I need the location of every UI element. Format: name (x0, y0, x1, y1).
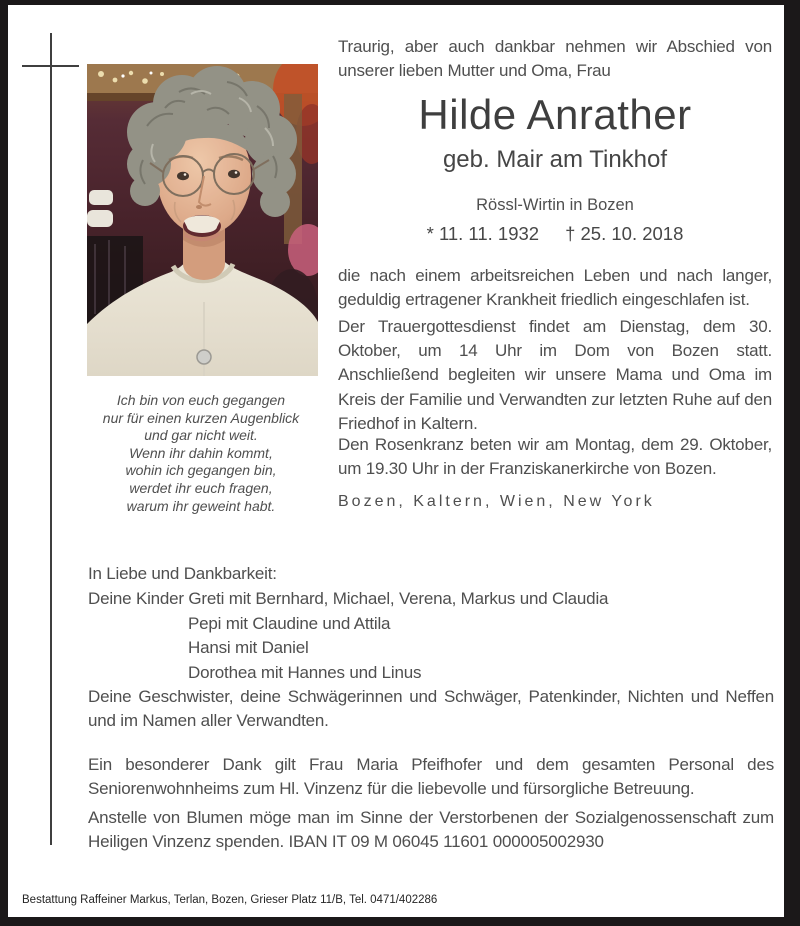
life-dates (338, 222, 772, 245)
children-list: Deine Kinder Greti mit Bernhard, Michael, Verena, Markus und Claudia Pepi mit Claudine und Attila Hansi mit Daniel Dorothea mit Hannes und Linus (88, 589, 609, 682)
maiden-name: geb. Mair am Tinkhof (442, 146, 668, 173)
death-date: † 25. 10. 2018 (565, 223, 684, 244)
passing-paragraph: die nach einem arbeitsreichen Leben und nach langer, geduldig ertragener Krankheit friedlich eingeschlafen ist. (338, 266, 772, 310)
mourning-cities: Bozen, Kaltern, Wien, New York (338, 493, 655, 510)
funeral-home-footer: Bestattung Raffeiner Markus, Terlan, Bozen, Grieser Platz 11/B, Tel. 0471/402286 (22, 894, 438, 906)
cross-icon-bar (22, 65, 79, 67)
deceased-name: Hilde Anrather (418, 91, 692, 138)
thanks-paragraph: Ein besonderer Dank gilt Frau Maria Pfeifhofer und dem gesamten Personal des Seniorenwohnheims zum Hl. Vinzenz für die liebevolle und fürsorgliche Betreuung. (88, 755, 774, 799)
memorial-poem: Ich bin von euch gegangen nur für einen kurzen Augenblick und gar nicht weit. Wenn ihr dahin kommt, wohin ich gegangen bin, werdet ihr euch fragen, warum ihr geweint habt. (102, 392, 300, 514)
donation-paragraph: Anstelle von Blumen möge man im Sinne der Verstorbenen der Sozialgenossenschaft zum Heiligen Vinzenz spenden. IBAN IT 09 M 06045 11601 000005002930 (88, 808, 774, 852)
birth-date: * 11. 11. 1932 (426, 223, 540, 244)
service-paragraph: Der Trauergottesdienst findet am Dienstag, dem 30. Oktober, um 14 Uhr im Dom von Bozen statt. Anschließend begleiten wir unsere Mama und Oma im Kreis der Familie und Verwandten zur letzten Ruhe auf den Friedhof in Kaltern. (338, 317, 772, 433)
family-heading: In Liebe und Dankbarkeit: (88, 564, 277, 583)
relatives-paragraph: Deine Geschwister, deine Schwägerinnen und Schwäger, Patenkinder, Nichten und Neffen und im Namen aller Verwandten. (88, 687, 774, 731)
rosary-paragraph: Den Rosenkranz beten wir am Montag, dem 29. Oktober, um 19.30 Uhr in der Franziskanerkirche von Bozen. (338, 435, 772, 479)
portrait-photo (87, 64, 318, 376)
intro-text: Traurig, aber auch dankbar nehmen wir Abschied von unserer lieben Mutter und Oma, Frau (338, 37, 772, 81)
deceased-title: Rössl-Wirtin in Bozen (476, 196, 634, 214)
cross-icon (50, 33, 52, 845)
